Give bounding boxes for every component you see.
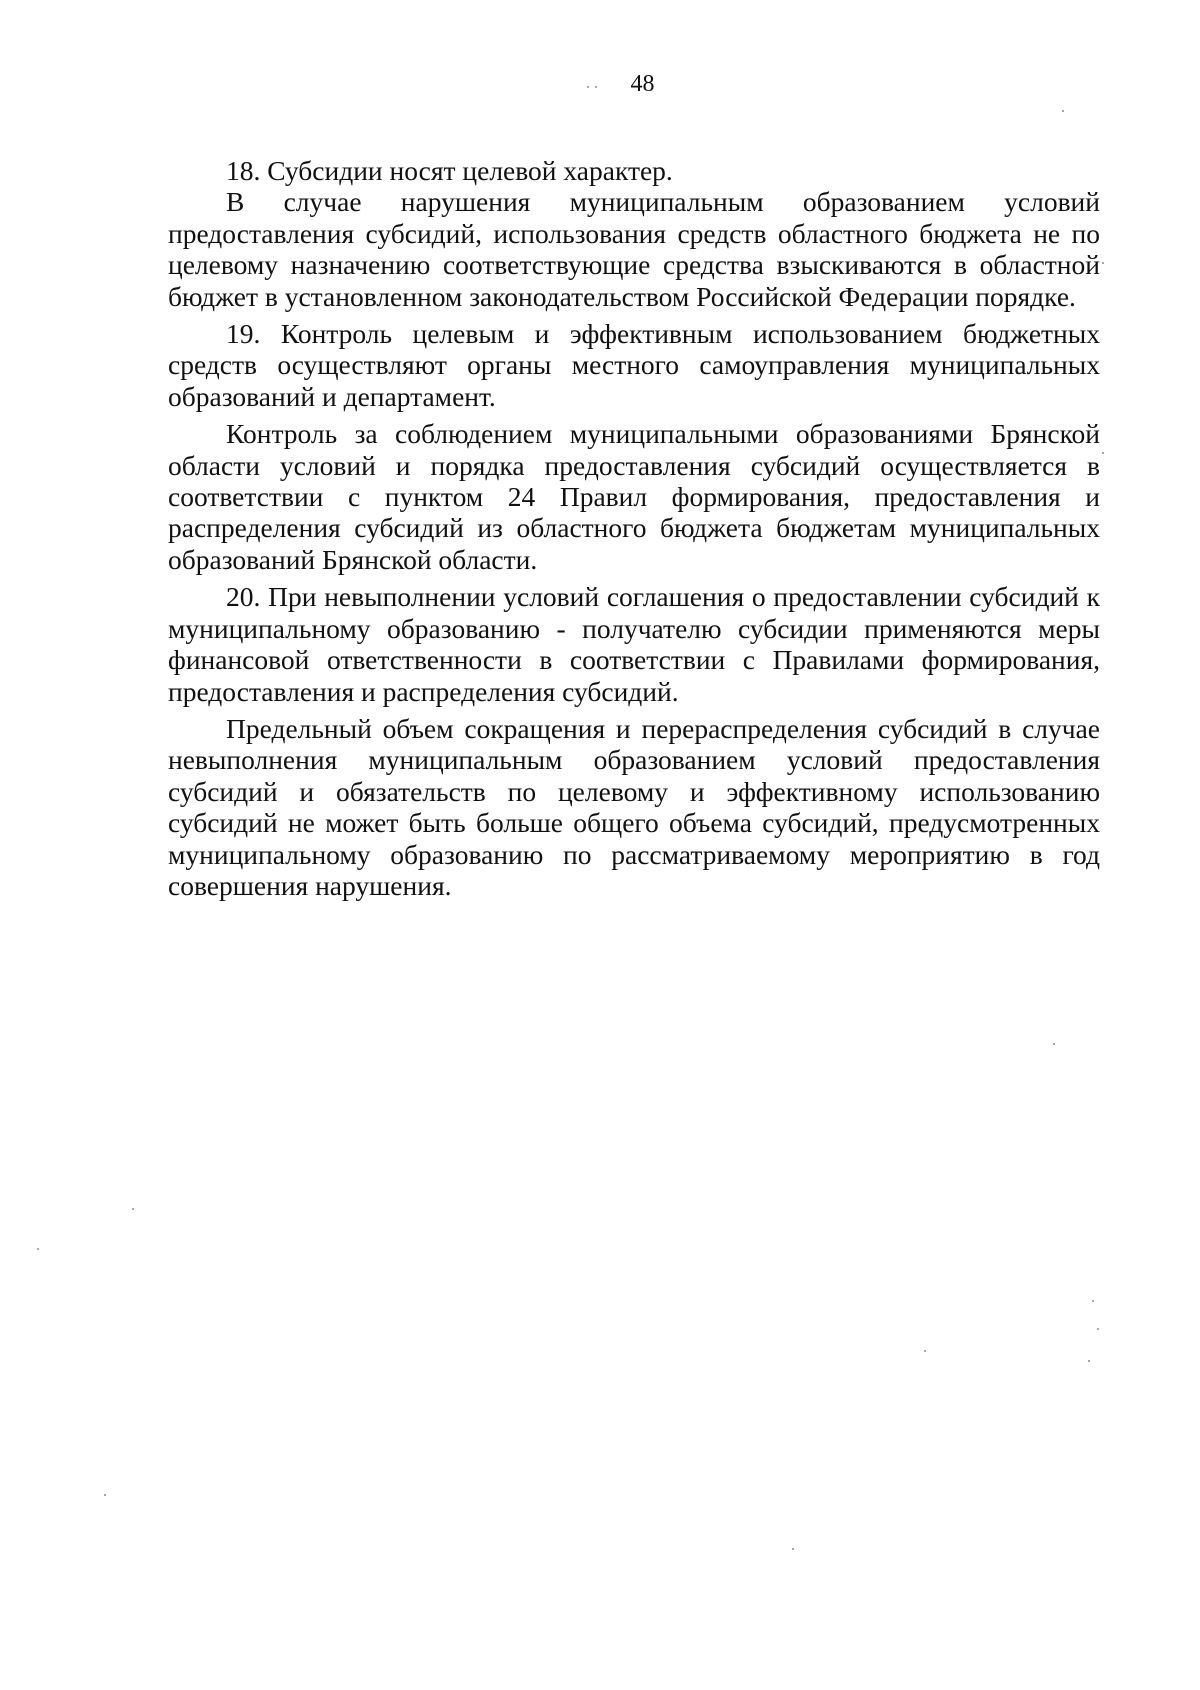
scan-speck	[1102, 452, 1104, 454]
page-number: 48	[630, 71, 655, 97]
paragraph-18-violation: В случае нарушения муниципальным образованием условий предоставления субсидий, использования средств областного бюджета не по целевому назначению соответствующие средства взыскиваются в областной бюджет в установленном законодательством Российской Федерации порядке.	[168, 186, 1100, 312]
scan-speck	[792, 1548, 794, 1550]
scan-speck	[37, 1248, 39, 1250]
document-body	[168, 155, 1100, 901]
scan-speck	[132, 1208, 134, 1210]
scan-speck	[1102, 262, 1104, 264]
scan-speck	[1062, 110, 1064, 112]
paragraph-19: 19. Контроль целевым и эффективным использованием бюджетных средств осуществляют органы местного самоуправления муниципальных образований и департамент.	[168, 318, 1100, 412]
scan-speck	[587, 86, 589, 88]
scan-speck	[1097, 1328, 1099, 1330]
paragraph-19-control: Контроль за соблюдением муниципальными образованиями Брянской области условий и порядка предоставления субсидий осуществляется в соответствии с пунктом 24 Правил формирования, предоставления и распределения субсидий из областного бюджета бюджетам муниципальных образований Брянской области.	[168, 418, 1100, 575]
scan-speck	[1053, 1043, 1055, 1045]
scan-speck	[104, 1494, 106, 1496]
scan-speck	[595, 86, 597, 88]
paragraph-20: 20. При невыполнении условий соглашения о предоставлении субсидий к муниципальному образованию - получателю субсидии применяются меры финансовой ответственности в соответствии с Правилами формирования, предоставления и распределения субсидий.	[168, 581, 1100, 707]
scan-speck	[924, 1350, 926, 1352]
scan-speck	[1092, 1300, 1094, 1302]
scan-speck	[1088, 1360, 1090, 1362]
paragraph-18: 18. Субсидии носят целевой характер.	[226, 155, 673, 186]
paragraph-20-limit: Предельный объем сокращения и перераспределения субсидий в случае невыполнения муниципальным образованием условий предоставления субсидий и обязательств по целевому и эффективному использованию субсидий не может быть больше общего объема субсидий, предусмотренных муниципальному образованию по рассматриваемому мероприятию в год совершения нарушения.	[168, 712, 1100, 901]
